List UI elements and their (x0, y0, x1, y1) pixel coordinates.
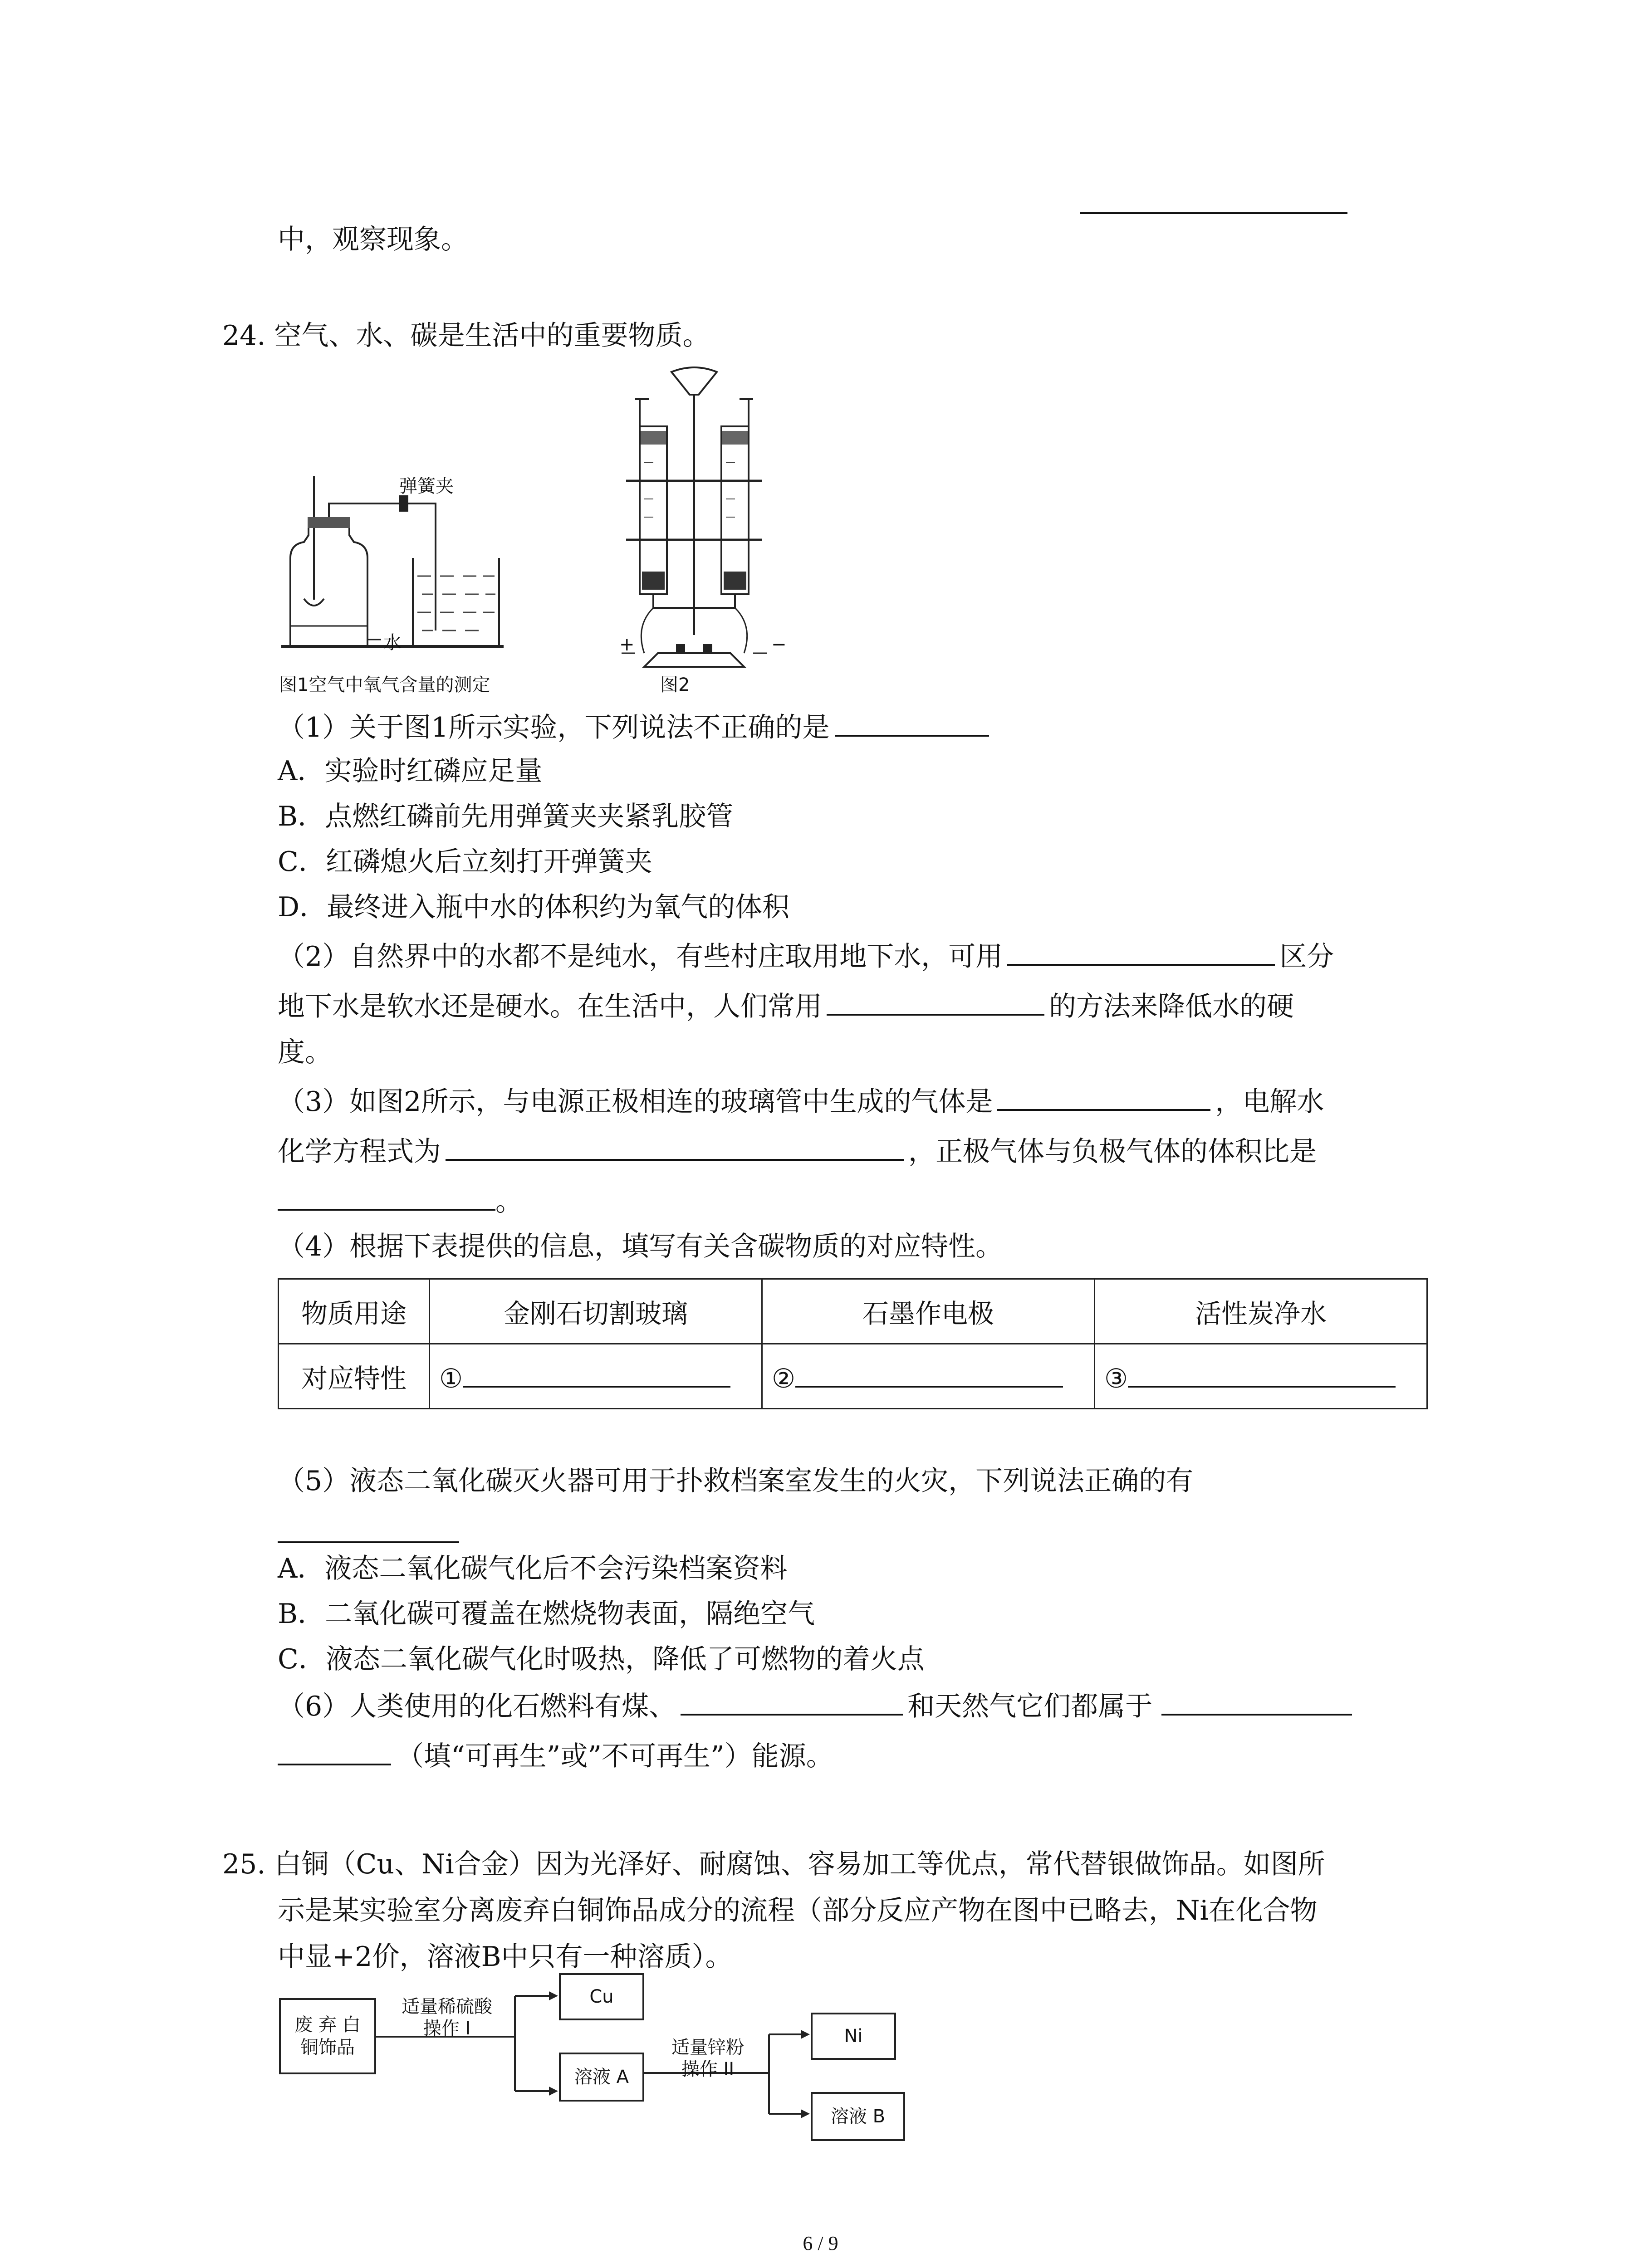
q24-part6-prompt-b: 和天然气它们都属于 (907, 1691, 1153, 1722)
flow-box-waste-line2: 铜饰品 (300, 2037, 355, 2058)
table-header-use: 物质用途 (279, 1279, 430, 1344)
circled-three: ③ (1104, 1363, 1128, 1394)
q24-part3-prompt-c: 化学方程式为 (278, 1136, 441, 1168)
flow-step-1-reagent: 适量稀硫酸 (402, 1996, 492, 2017)
flow-step-2-label (649, 2037, 767, 2080)
q24-part3-period: 。 (495, 1186, 523, 1217)
flow-box-waste-line1: 废 弃 白 (294, 2014, 361, 2035)
q24-part5-option-c: C．液态二氧化碳气化时吸热，降低了可燃物的着火点 (278, 1643, 925, 1675)
q25-line2: 示是某实验室分离废弃白铜饰品成分的流程（部分反应产物在图中已略去，Ni在化合物 (278, 1895, 1318, 1926)
q24-part6-prompt-a: （6）人类使用的化石燃料有煤、 (278, 1691, 676, 1722)
flow-box-solution-a: 溶液 A (559, 2053, 644, 2102)
figure-2-minus-label: − (771, 634, 787, 655)
q24-part1-option-a: A．实验时红磷应足量 (278, 755, 543, 787)
q24-part3-prompt-d: ，正极气体与负极气体的体积比是 (908, 1136, 1317, 1168)
flow-step-2-reagent: 适量锌粉 (671, 2037, 744, 2058)
table-header-activated-carbon: 活性炭净水 (1095, 1279, 1427, 1344)
flow-step-1-operation: 操作 I (423, 2018, 471, 2039)
q24-part5-option-a: A．液态二氧化碳气化后不会污染档案资料 (278, 1553, 788, 1584)
figure-2-caption: 图2 (660, 675, 690, 695)
page-number: 6 / 9 (803, 2232, 838, 2254)
q24-part1-prompt: （1）关于图1所示实验，下列说法不正确的是 (278, 712, 830, 743)
q25-line1: 25. 白铜（Cu、Ni合金）因为光泽好、耐腐蚀、容易加工等优点，常代替银做饰品。如图所 (222, 1848, 1325, 1880)
q24-part1-option-c: C．红磷熄火后立刻打开弹簧夹 (278, 846, 652, 878)
q24-part5-option-b: B．二氧化碳可覆盖在燃烧物表面，隔绝空气 (278, 1598, 815, 1630)
flow-step-2-operation: 操作 II (681, 2059, 735, 2080)
q24-part3-prompt-a: （3）如图2所示，与电源正极相连的玻璃管中生成的气体是 (278, 1086, 993, 1118)
flow-box-cu: Cu (559, 1973, 644, 2020)
q24-part1-option-b: B．点燃红磷前先用弹簧夹夹紧乳胶管 (278, 801, 734, 832)
q24-part2-prompt-c: 地下水是软水还是硬水。在生活中，人们常用 (278, 991, 822, 1022)
table-header-graphite: 石墨作电极 (762, 1279, 1095, 1344)
table-header-diamond: 金刚石切割玻璃 (430, 1279, 762, 1344)
figure-1-water-label: 水 (383, 632, 402, 653)
flow-box-waste-white-copper (279, 1998, 376, 2074)
q24-stem: 24. 空气、水、碳是生活中的重要物质。 (222, 320, 710, 352)
q24-part3-prompt-b: ，电解水 (1215, 1086, 1324, 1118)
q24-part2-prompt-b: 区分 (1279, 941, 1334, 973)
q24-part2-prompt-a: （2）自然界中的水都不是纯水，有些村庄取用地下水，可用 (278, 941, 1003, 973)
flow-box-ni: Ni (811, 2013, 896, 2060)
q24-part2-prompt-d: 的方法来降低水的硬 (1049, 991, 1294, 1022)
q24-part5-prompt: （5）液态二氧化碳灭火器可用于扑救档案室发生的火灾，下列说法正确的有 (278, 1465, 1194, 1497)
circled-one: ① (439, 1363, 463, 1394)
figure-1-caption: 图1空气中氧气含量的测定 (279, 675, 490, 695)
figure-1-clip-label: 弹簧夹 (399, 476, 454, 497)
q25-line3: 中显+2价，溶液B中只有一种溶质）。 (278, 1941, 733, 1973)
q24-part2-line3: 度。 (278, 1036, 332, 1068)
figure-2-plus-label: + (619, 634, 635, 655)
q24-part6-prompt-c: （填“可再生”或”不可再生”）能源。 (397, 1740, 833, 1772)
q24-part4-prompt: （4）根据下表提供的信息，填写有关含碳物质的对应特性。 (278, 1231, 1003, 1262)
q24-part1-option-d: D．最终进入瓶中水的体积约为氧气的体积 (278, 891, 790, 923)
circled-two: ② (772, 1363, 795, 1394)
flow-step-1-label (388, 1996, 506, 2039)
q23-tail-text: 中，观察现象。 (278, 224, 468, 255)
flow-box-solution-b: 溶液 B (811, 2092, 905, 2141)
table-row-label: 对应特性 (279, 1344, 430, 1409)
